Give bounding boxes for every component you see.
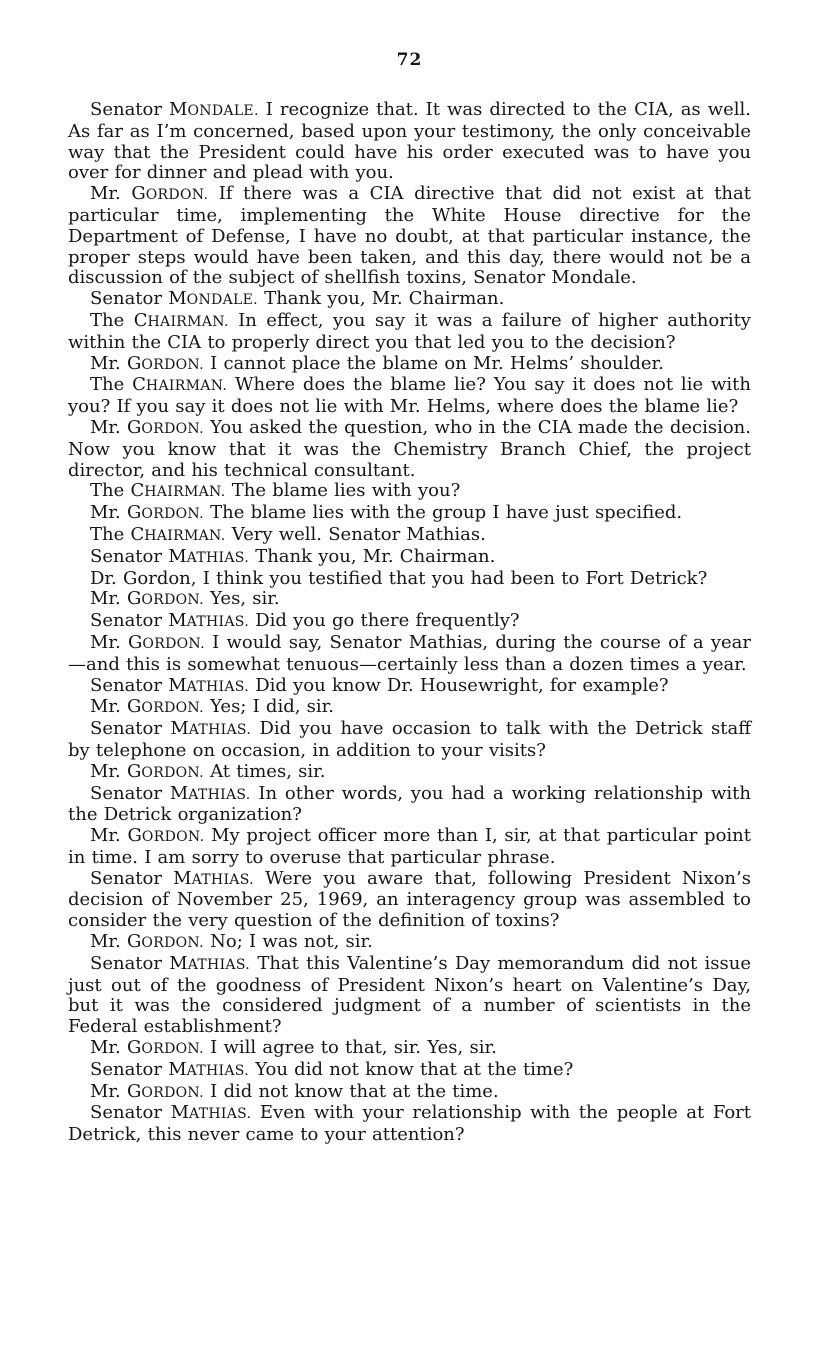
page-header: [68, 50, 751, 70]
transcript-paragraph: Senator MATHIAS. Did you have occasion to talk with the Detrick staff by telephone on occasion, in addition to your visits?: [68, 718, 751, 761]
speaker-name: Senator MATHIAS.: [90, 545, 249, 567]
speaker-name-smallcaps: ONDALE.: [187, 103, 259, 119]
transcript-paragraph: Mr. GORDON. I will agree to that, sir. Yes, sir.: [90, 1037, 497, 1059]
speaker-name: Mr. GORDON.: [90, 352, 204, 374]
speaker-name: Senator MATHIAS.: [90, 674, 249, 696]
speaker-name-smallcaps: ATHIAS.: [186, 1062, 249, 1079]
speaker-name: Mr. GORDON.: [90, 631, 205, 653]
speaker-name-smallcaps: ORDON.: [141, 1041, 204, 1058]
transcript-body: [68, 100, 751, 1146]
transcript-paragraph: Senator MATHIAS. You did not know that at the time?: [90, 1058, 574, 1080]
speaker-name: The CHAIRMAN.: [90, 309, 229, 331]
transcript-paragraph: Senator MATHIAS. Did you know Dr. Housewright, for example?: [90, 674, 669, 696]
transcript-paragraph: Mr. GORDON. You asked the question, who in the CIA made the decision. Now you know that it was the Chemistry Branch Chief, the project director, and his technical consultant.: [68, 416, 751, 481]
speaker-name-smallcaps: ORDON.: [141, 506, 204, 523]
speaker-name-smallcaps: ATHIAS.: [186, 678, 249, 695]
page-number: 72: [396, 50, 423, 70]
speaker-name: Mr. GORDON.: [90, 588, 204, 610]
transcript-paragraph: Senator MONDALE. I recognize that. It was directed to the CIA, as well. As far as I’m concerned, based upon your testimony, the only conceivable way that the President could have his order executed was to have you over for dinner and plead with you.: [68, 99, 751, 184]
speaker-name: Senator MATHIAS.: [90, 610, 249, 632]
speaker-name: Senator MATHIAS.: [90, 952, 251, 974]
transcript-paragraph: Senator MONDALE. Thank you, Mr. Chairman.: [90, 288, 505, 310]
transcript-paragraph: Mr. GORDON. I did not know that at the time.: [90, 1080, 499, 1102]
transcript-paragraph: The CHAIRMAN. Where does the blame lie? You say it does not lie with you? If you say it does not lie with Mr. Helms, where does the blame lie?: [68, 374, 751, 418]
speaker-name: Mr. GORDON.: [90, 760, 204, 782]
speaker-name-smallcaps: ATHIAS.: [188, 722, 252, 739]
speaker-name: Mr. GORDON.: [90, 825, 205, 847]
speaker-name-smallcaps: HAIRMAN.: [147, 313, 229, 330]
transcript-paragraph: Mr. GORDON. I would say, Senator Mathias, during the course of a year—and this is somewhat tenuous—certainly less than a dozen times a year.: [68, 631, 751, 675]
speaker-name: Senator MONDALE.: [90, 99, 259, 120]
transcript-paragraph: Senator MATHIAS. In other words, you had a working relationship with the Detrick organization?: [68, 782, 751, 826]
speaker-name: Mr. GORDON.: [90, 183, 209, 205]
speaker-name: Senator MATHIAS.: [90, 782, 251, 804]
speaker-name-smallcaps: HAIRMAN.: [145, 378, 228, 395]
speaker-name-smallcaps: ORDON.: [145, 187, 209, 204]
speaker-name-smallcaps: ORDON.: [141, 1084, 204, 1101]
speaker-name: Senator MATHIAS.: [90, 1058, 249, 1080]
transcript-paragraph: Senator MATHIAS. Were you aware that, following President Nixon’s decision of November 25, 1969, an interagency group was assembled to consider the very question of the definition of toxins?: [68, 867, 751, 932]
speaker-name-smallcaps: ORDON.: [142, 635, 205, 652]
speaker-name: The CHAIRMAN.: [90, 523, 226, 545]
speaker-name-smallcaps: ONDALE.: [186, 292, 258, 309]
speaker-name: Mr. GORDON.: [90, 416, 204, 438]
speaker-name-smallcaps: HAIRMAN.: [144, 527, 226, 544]
speaker-name-smallcaps: ORDON.: [141, 592, 204, 609]
speaker-name: Senator MATHIAS.: [90, 867, 254, 889]
transcript-paragraph: Mr. GORDON. I cannot place the blame on Mr. Helms’ shoulder.: [90, 352, 664, 374]
transcript-paragraph: Mr. GORDON. The blame lies with the group I have just specified.: [90, 502, 683, 524]
speaker-name: The CHAIRMAN.: [90, 374, 228, 396]
transcript-paragraph: Mr. GORDON. No; I was not, sir.: [90, 931, 373, 953]
speaker-name: The CHAIRMAN.: [90, 480, 226, 502]
speaker-name-smallcaps: ATHIAS.: [187, 956, 251, 973]
speaker-name: Senator MONDALE.: [90, 288, 258, 310]
speaker-name-smallcaps: ORDON.: [141, 420, 204, 437]
transcript-paragraph: Mr. GORDON. At times, sir.: [90, 760, 326, 782]
transcript-paragraph: Mr. GORDON. Yes; I did, sir.: [90, 696, 335, 718]
transcript-paragraph: Mr. GORDON. Yes, sir.: [90, 588, 280, 610]
speaker-name: Senator MATHIAS.: [90, 1102, 252, 1124]
transcript-paragraph: Dr. Gordon, I think you testified that you had been to Fort Detrick?: [90, 567, 708, 589]
speaker-name-smallcaps: ORDON.: [141, 829, 205, 846]
speaker-name-smallcaps: ORDON.: [141, 935, 204, 952]
speaker-name: Mr. GORDON.: [90, 1080, 204, 1102]
transcript-paragraph: Mr. GORDON. If there was a CIA directive that did not exist at that particular time, implementing the White House directive for the Department of Defense, I have no doubt, at that particular instance, the proper steps would have been taken, and this day, there would not be a discussion of the subject of shellfish toxins, Senator Mondale.: [68, 183, 751, 289]
speaker-name-smallcaps: ORDON.: [141, 356, 204, 373]
speaker-name-smallcaps: ATHIAS.: [191, 871, 254, 888]
transcript-paragraph: The CHAIRMAN. The blame lies with you?: [90, 480, 461, 502]
speaker-name-smallcaps: ATHIAS.: [189, 1106, 252, 1123]
transcript-paragraph: Senator MATHIAS. That this Valentine’s Day memorandum did not issue just out of the goodness of President Nixon’s heart on Valentine’s Day, but it was the considered judgment of a number of scientists in the Federal establishment?: [68, 952, 751, 1038]
transcript-paragraph: The CHAIRMAN. In effect, you say it was a failure of higher authority within the CIA to properly direct you that led you to the decision?: [68, 309, 751, 353]
speaker-name: Mr. GORDON.: [90, 502, 204, 524]
transcript-paragraph: Mr. GORDON. My project officer more than I, sir, at that particular point in time. I am sorry to overuse that particular phrase.: [68, 825, 751, 868]
speaker-name-smallcaps: HAIRMAN.: [144, 484, 226, 501]
speaker-name: Mr. GORDON.: [90, 931, 204, 953]
transcript-paragraph: Senator MATHIAS. Did you go there frequently?: [90, 610, 520, 632]
speaker-name: Mr. GORDON.: [90, 1037, 204, 1059]
speaker-name-smallcaps: ORDON.: [141, 700, 204, 717]
transcript-paragraph: Senator MATHIAS. Thank you, Mr. Chairman.: [90, 545, 496, 567]
speaker-name: Mr. GORDON.: [90, 696, 204, 718]
speaker-name-smallcaps: ORDON.: [141, 764, 204, 781]
speaker-name-smallcaps: ATHIAS.: [186, 614, 249, 631]
transcript-paragraph: Senator MATHIAS. Even with your relationship with the people at Fort Detrick, this never came to your attention?: [68, 1102, 751, 1146]
transcript-paragraph: The CHAIRMAN. Very well. Senator Mathias.: [90, 523, 486, 545]
speaker-name-smallcaps: ATHIAS.: [186, 549, 249, 566]
speaker-name: Senator MATHIAS.: [90, 718, 252, 740]
speaker-name-smallcaps: ATHIAS.: [188, 786, 251, 803]
